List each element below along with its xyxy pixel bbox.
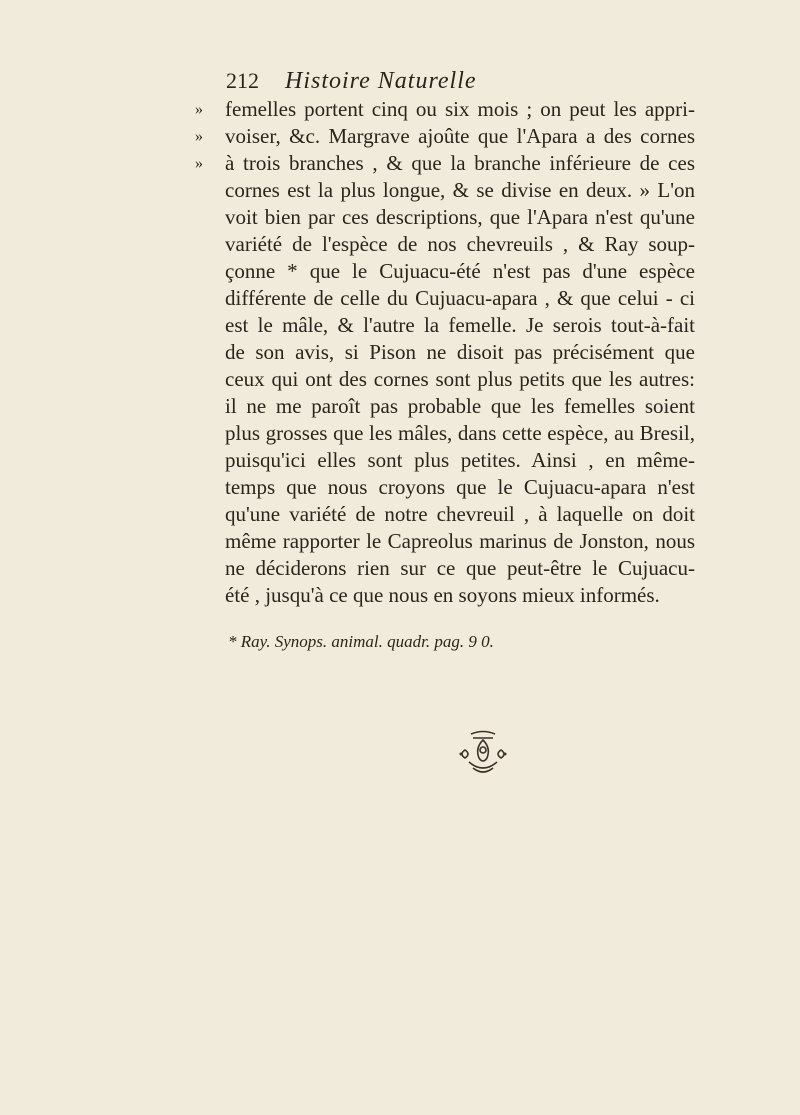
page-header xyxy=(226,66,666,96)
text-line: est le mâle, & l'autre la femelle. Je serois tout-à-fait xyxy=(225,313,695,337)
text-line: qu'une variété de notre chevreuil , à laquelle on doit xyxy=(225,502,695,526)
text-line: même rapporter le Capreolus marinus de Jonston, nous xyxy=(225,529,695,553)
quote-mark: » xyxy=(195,101,203,118)
text-line: variété de l'espèce de nos chevreuils , & Ray soup- xyxy=(225,232,695,256)
text-line: ceux qui ont des cornes sont plus petits que les autres: xyxy=(225,367,695,391)
text-line: voit bien par ces descriptions, que l'Apara n'est qu'une xyxy=(225,205,695,229)
quote-mark: » xyxy=(195,128,203,145)
text-line: puisqu'ici elles sont plus petites. Ainsi , en même- xyxy=(225,448,695,472)
page-number: 212 xyxy=(226,68,259,93)
text-line: » voiser, &c. Margrave ajoûte que l'Apara a des cornes xyxy=(195,124,695,148)
footnote: * Ray. Synops. animal. quadr. pag. 9 0. xyxy=(228,632,494,651)
text-line: ne déciderons rien sur ce que peut-être le Cujuacu- xyxy=(225,556,695,580)
text-line: » femelles portent cinq ou six mois ; on peut les appri- xyxy=(195,97,695,121)
text-line: » à trois branches , & que la branche inférieure de ces xyxy=(195,151,695,175)
fleuron-ornament-icon xyxy=(455,728,511,778)
text-line: çonne * que le Cujuacu-été n'est pas d'une espèce xyxy=(225,259,695,283)
text-line: plus grosses que les mâles, dans cette espèce, au Bresil, xyxy=(225,421,695,445)
text-line: différente de celle du Cujuacu-apara , & que celui - ci xyxy=(225,286,695,310)
text-line: il ne me paroît pas probable que les femelles soient xyxy=(225,394,695,418)
text-line: temps que nous croyons que le Cujuacu-apara n'est xyxy=(225,475,695,499)
running-title: Histoire Naturelle xyxy=(285,68,477,94)
text-line: de son avis, si Pison ne disoit pas précisément que xyxy=(225,340,695,364)
text-line: été , jusqu'à ce que nous en soyons mieux informés. xyxy=(225,583,660,607)
text-line: cornes est la plus longue, & se divise en deux. » L'on xyxy=(225,178,695,202)
quote-mark: » xyxy=(195,155,203,172)
body-text xyxy=(195,96,695,609)
